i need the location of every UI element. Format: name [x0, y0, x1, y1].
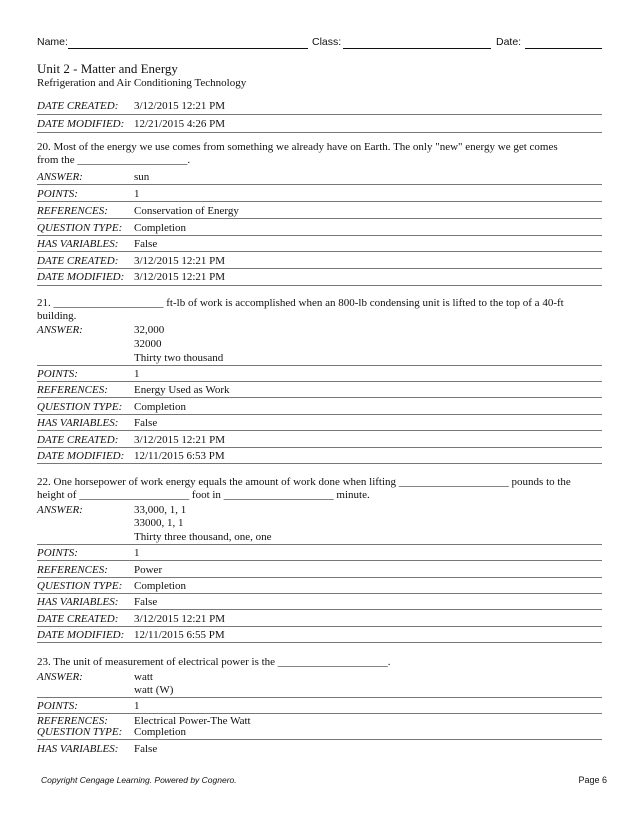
points-value: 1	[134, 547, 140, 559]
divider	[37, 365, 602, 366]
points-value: 1	[134, 188, 140, 200]
references-value: Electrical Power-The Watt	[134, 715, 251, 727]
answer-value: Thirty three thousand, one, one	[134, 531, 272, 543]
answer-value: 33000, 1, 1	[134, 517, 184, 529]
points-value: 1	[134, 700, 140, 712]
question-text: from the ____________________.	[37, 154, 191, 166]
divider	[37, 218, 602, 219]
date-modified-label: DATE MODIFIED:	[37, 450, 125, 462]
date-created-label: DATE CREATED:	[37, 434, 119, 446]
answer-label: ANSWER:	[37, 671, 83, 683]
date-modified-value: 12/11/2015 6:55 PM	[134, 629, 225, 641]
question-text: height of ____________________ foot in ____________________ minute.	[37, 489, 370, 501]
answer-label: ANSWER:	[37, 171, 83, 183]
answer-value: Thirty two thousand	[134, 352, 224, 364]
divider	[37, 251, 602, 252]
question-text: building.	[37, 310, 77, 322]
answer-value: 33,000, 1, 1	[134, 504, 187, 516]
has-variables-label: HAS VARIABLES:	[37, 417, 119, 429]
divider	[37, 201, 602, 202]
divider	[37, 268, 602, 269]
has-variables-label: HAS VARIABLES:	[37, 596, 119, 608]
divider	[37, 626, 602, 627]
divider	[37, 184, 602, 185]
divider	[37, 114, 602, 115]
divider	[37, 697, 602, 698]
divider	[37, 739, 602, 740]
question-type-label: QUESTION TYPE:	[37, 222, 123, 234]
answer-value: watt (W)	[134, 684, 174, 696]
question-text: 21. ____________________ ft-lb of work is accomplished when an 800-lb condensing unit is lifted to the top of a 40-ft	[37, 297, 564, 309]
question-type-label: QUESTION TYPE:	[37, 726, 123, 738]
points-label: POINTS:	[37, 700, 78, 712]
date-label: Date:	[496, 36, 522, 48]
date-field[interactable]	[525, 48, 602, 49]
question-type-value: Completion	[134, 580, 186, 592]
divider	[37, 463, 602, 464]
date-modified-value: 12/11/2015 6:53 PM	[134, 450, 225, 462]
divider	[37, 397, 602, 398]
divider	[37, 560, 602, 561]
references-label: REFERENCES:	[37, 205, 108, 217]
answer-value: 32000	[134, 338, 162, 350]
has-variables-label: HAS VARIABLES:	[37, 743, 119, 755]
question-22	[37, 476, 603, 502]
question-type-label: QUESTION TYPE:	[37, 580, 123, 592]
references-label: REFERENCES:	[37, 715, 108, 727]
divider	[37, 381, 602, 382]
question-text: 23. The unit of measurement of electrical power is the ____________________.	[37, 656, 391, 668]
references-label: REFERENCES:	[37, 384, 108, 396]
divider	[37, 414, 602, 415]
copyright-text: Copyright Cengage Learning. Powered by Cognero.	[41, 775, 237, 785]
references-value: Power	[134, 564, 163, 576]
date-created-label: DATE CREATED:	[37, 255, 119, 267]
references-value: Energy Used as Work	[134, 384, 230, 396]
references-value: Conservation of Energy	[134, 205, 239, 217]
points-label: POINTS:	[37, 368, 78, 380]
answer-label: ANSWER:	[37, 504, 83, 516]
question-21	[37, 297, 603, 323]
question-type-value: Completion	[134, 401, 186, 413]
course-name: Refrigeration and Air Conditioning Technology	[37, 77, 247, 89]
name-label: Name:	[37, 36, 68, 48]
answer-label: ANSWER:	[37, 324, 83, 336]
name-field[interactable]	[68, 48, 308, 49]
divider	[37, 132, 602, 133]
divider	[37, 593, 602, 594]
meta-label: DATE CREATED:	[37, 100, 119, 112]
answer-value: 32,000	[134, 324, 165, 336]
divider	[37, 577, 602, 578]
answer-value: sun	[134, 171, 150, 183]
divider	[37, 430, 602, 431]
date-modified-label: DATE MODIFIED:	[37, 629, 125, 641]
divider	[37, 235, 602, 236]
date-modified-value: 3/12/2015 12:21 PM	[134, 271, 226, 283]
question-20	[37, 141, 603, 167]
has-variables-value: False	[134, 417, 158, 429]
meta-value: 12/21/2015 4:26 PM	[134, 118, 226, 130]
unit-title: Unit 2 - Matter and Energy	[37, 61, 178, 76]
class-field[interactable]	[343, 48, 491, 49]
divider	[37, 544, 602, 545]
question-text: 22. One horsepower of work energy equals the amount of work done when lifting ____________________ pounds to the	[37, 476, 571, 488]
points-label: POINTS:	[37, 188, 78, 200]
date-modified-label: DATE MODIFIED:	[37, 271, 125, 283]
question-type-value: Completion	[134, 222, 186, 234]
class-label: Class:	[312, 36, 342, 48]
divider	[37, 285, 602, 286]
divider	[37, 642, 602, 643]
has-variables-label: HAS VARIABLES:	[37, 238, 119, 250]
page-header	[37, 36, 603, 50]
references-label: REFERENCES:	[37, 564, 108, 576]
divider	[37, 447, 602, 448]
points-value: 1	[134, 368, 140, 380]
question-type-value: Completion	[134, 726, 186, 738]
date-created-label: DATE CREATED:	[37, 613, 119, 625]
date-created-value: 3/12/2015 12:21 PM	[134, 255, 226, 267]
divider	[37, 609, 602, 610]
question-type-label: QUESTION TYPE:	[37, 401, 123, 413]
meta-label: DATE MODIFIED:	[37, 118, 125, 130]
date-created-value: 3/12/2015 12:21 PM	[134, 613, 226, 625]
has-variables-value: False	[134, 743, 158, 755]
answer-value: watt	[134, 671, 153, 683]
meta-value: 3/12/2015 12:21 PM	[134, 100, 226, 112]
question-23	[37, 656, 603, 669]
page-number: Page 6	[578, 775, 607, 785]
question-text: 20. Most of the energy we use comes from something we already have on Earth. The only "new" energy we get comes	[37, 141, 558, 153]
date-created-value: 3/12/2015 12:21 PM	[134, 434, 226, 446]
has-variables-value: False	[134, 596, 158, 608]
has-variables-value: False	[134, 238, 158, 250]
points-label: POINTS:	[37, 547, 78, 559]
